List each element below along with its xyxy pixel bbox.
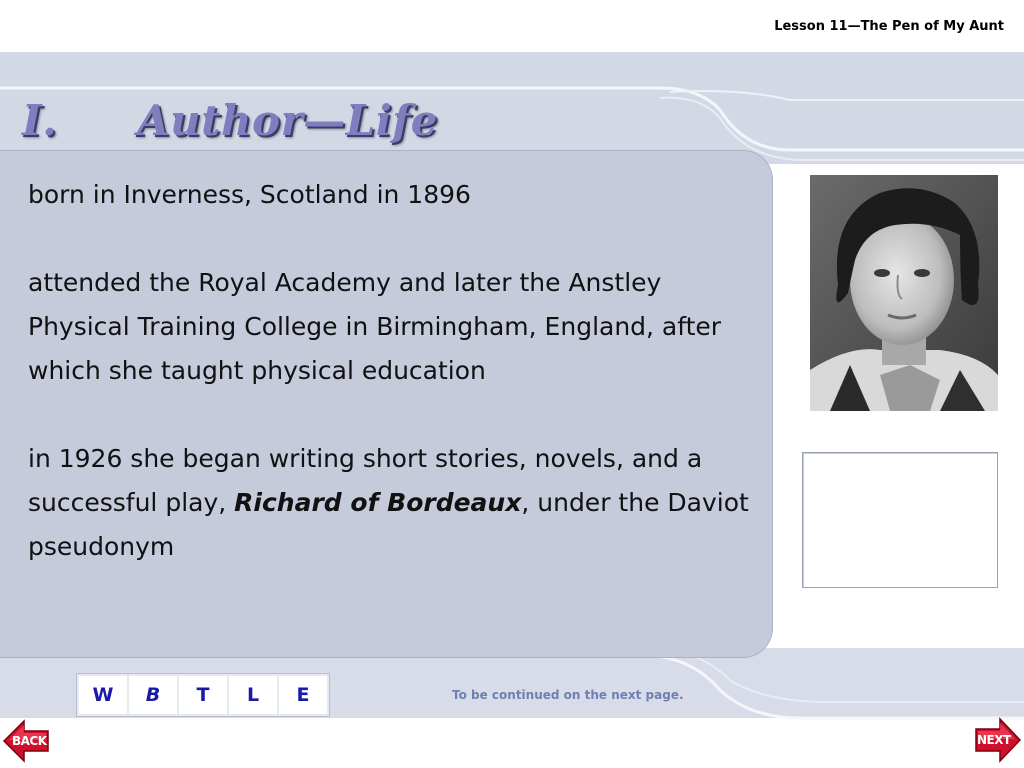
paragraph-writing — [28, 437, 758, 569]
next-button[interactable] — [974, 716, 1022, 764]
nav-letter-w[interactable]: W — [79, 676, 127, 714]
content-text — [28, 173, 758, 569]
paragraph-writing-start: in 1926 she began writing short stories, novels, and a successful play, — [28, 444, 703, 517]
continued-note: To be continued on the next page. — [452, 688, 684, 702]
section-title: Author—Life — [137, 96, 438, 145]
next-label: NEXT — [977, 733, 1011, 747]
back-button[interactable] — [2, 718, 50, 764]
play-title: Richard of Bordeaux — [234, 488, 522, 517]
author-portrait — [810, 175, 998, 411]
nav-letter-e[interactable]: E — [279, 676, 327, 714]
blank-image-box — [802, 452, 998, 588]
nav-letter-t[interactable]: T — [179, 676, 227, 714]
nav-letter-l[interactable]: L — [229, 676, 277, 714]
paragraph-education: attended the Royal Academy and later the Anstley Physical Training College in Birmingham, England, after which she taught physical education — [28, 268, 722, 385]
nav-letter-b[interactable]: B — [129, 676, 177, 714]
lesson-title: Lesson 11—The Pen of My Aunt — [774, 19, 1004, 34]
back-label: BACK — [12, 734, 47, 748]
nav-letter-bar — [76, 673, 330, 717]
paragraph-birth: born in Inverness, Scotland in 1896 — [28, 180, 471, 209]
paragraph-writing-end: , under the Daviot pseudonym — [28, 488, 749, 561]
section-number: I. — [22, 96, 58, 145]
section-heading — [22, 96, 438, 145]
